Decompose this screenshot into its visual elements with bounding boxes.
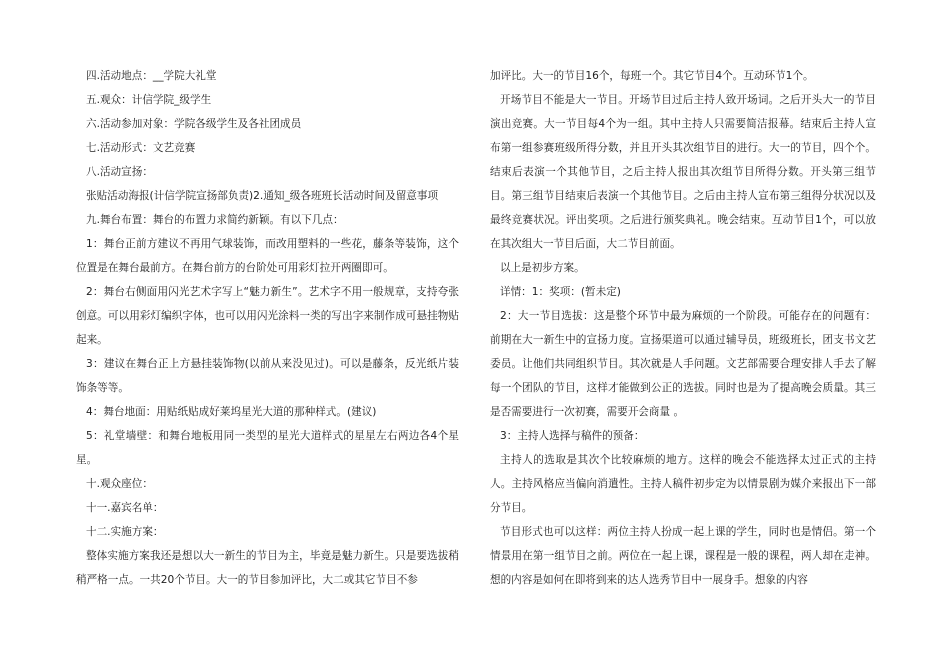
paragraph-promotion: 八.活动宣扬： xyxy=(86,166,153,178)
paragraph-guests: 十一.嘉宾名单： xyxy=(86,502,164,514)
paragraph-opening: 开场节目不能是大一节目。开场节目过后主持人致开场词。之后开头大一的节目演出竞赛。大一节目每4个为一组。其中主持人只需要简洁报幕。结束后主持人宣布第一组参赛班级所得分数，并且开头其次组节目的进行。大一的节目，四个个。结束后表演一个其他节目，之后主持人报出其次组节目所得分数。开头第三组节目。第三组节目结束后表演一个其他节目。之后由主持人宣布第三组得分状况以及最终竞赛状况。评出奖项。之后进行颁奖典礼。晚会结束。互动节目1个，可以放在其次组大一节目后面，大二节目前面。 xyxy=(490,94,876,250)
left-column xyxy=(76,64,459,592)
paragraph-venue: 四.活动地点：__学院大礼堂 xyxy=(86,70,217,82)
paragraph-participants: 六.活动参加对象：学院各级学生及各社团成员 xyxy=(86,118,302,130)
paragraph-stage: 九.舞台布置：舞台的布置力求简约新颖。有以下几点： xyxy=(86,214,344,226)
right-column xyxy=(490,64,876,592)
paragraph-poster: 张贴活动海报(计信学院宣扬部负责)2.通知_级各班班长活动时间及留意事项 xyxy=(86,190,439,202)
paragraph-format: 七.活动形式：文艺竞赛 xyxy=(86,142,196,154)
paragraph-host: 主持人的选取是其次个比较麻烦的地方。这样的晚会不能选择太过正式的主持人。主持风格应当偏向消遣性。主持人稿件初步定为以情景剧为媒介来报出下一部分节目。 xyxy=(490,454,876,514)
paragraph-selection: 2：大一节目选拔：这是整个环节中最为麻烦的一个阶段。可能存在的问题有：前期在大一新生中的宣扬力度。宣扬渠道可以通过辅导员，班级班长，团支书文艺委员。让他们共同组织节目。其次就是人手问题。文艺部需要合理安排人手去了解每一个团队的节目，这样才能做到公正的选拔。同时也是为了提高晚会质量。其三是否需要进行一次初赛，需要开会商量 。 xyxy=(490,310,876,418)
paragraph-stage-1: 1：舞台正前方建议不再用气球装饰，而改用塑料的一些花，藤条等装饰，这个位置是在舞台最前方。在舞台前方的台阶处可用彩灯拉开两圈即可。 xyxy=(76,238,459,274)
paragraph-initial-plan: 以上是初步方案。 xyxy=(500,262,585,274)
paragraph-program-form: 节目形式也可以这样：两位主持人扮成一起上课的学生，同时也是情侣。第一个情景用在第一组节目之前。两位在一起上课，课程是一般的课程，两人却在走神。想的内容是如何在即将到来的达人选秀节目中一展身手。想象的内容 xyxy=(490,526,876,586)
paragraph-stage-4: 4：舞台地面：用贴纸贴成好莱坞星光大道的那种样式。(建议) xyxy=(86,406,377,418)
paragraph-awards: 详情：1：奖项：(暂未定) xyxy=(500,286,621,298)
paragraph-stage-3: 3：建议在舞台正上方悬挂装饰物(以前从来没见过)。可以是藤条，反光纸片装饰条等等。 xyxy=(76,358,459,394)
paragraph-plan-body: 整体实施方案我还是想以大一新生的节目为主，毕竟是魅力新生。只是要选拔稍稍严格一点。一共20个节目。大一的节目参加评比，大二或其它节目不参 xyxy=(76,550,459,586)
paragraph-continued: 加评比。大一的节目16个，每班一个。其它节目4个。互动环节1个。 xyxy=(490,70,814,82)
paragraph-seating: 十.观众座位： xyxy=(86,478,153,490)
paragraph-host-heading: 3：主持人选择与稿件的预备： xyxy=(500,430,645,442)
paragraph-audience: 五.观众：计信学院_级学生 xyxy=(86,94,212,106)
paragraph-plan: 十二.实施方案： xyxy=(86,526,164,538)
paragraph-stage-2: 2：舞台右侧面用闪光艺术字写上“魅力新生”。艺术字不用一般规章，支持夸张创意。可以用彩灯编织字体，也可以用闪光涂料一类的写出字来制作成可悬挂物贴起来。 xyxy=(76,286,459,346)
paragraph-stage-5: 5：礼堂墙壁：和舞台地板用同一类型的星光大道样式的星星左右两边各4个星星。 xyxy=(76,430,459,466)
